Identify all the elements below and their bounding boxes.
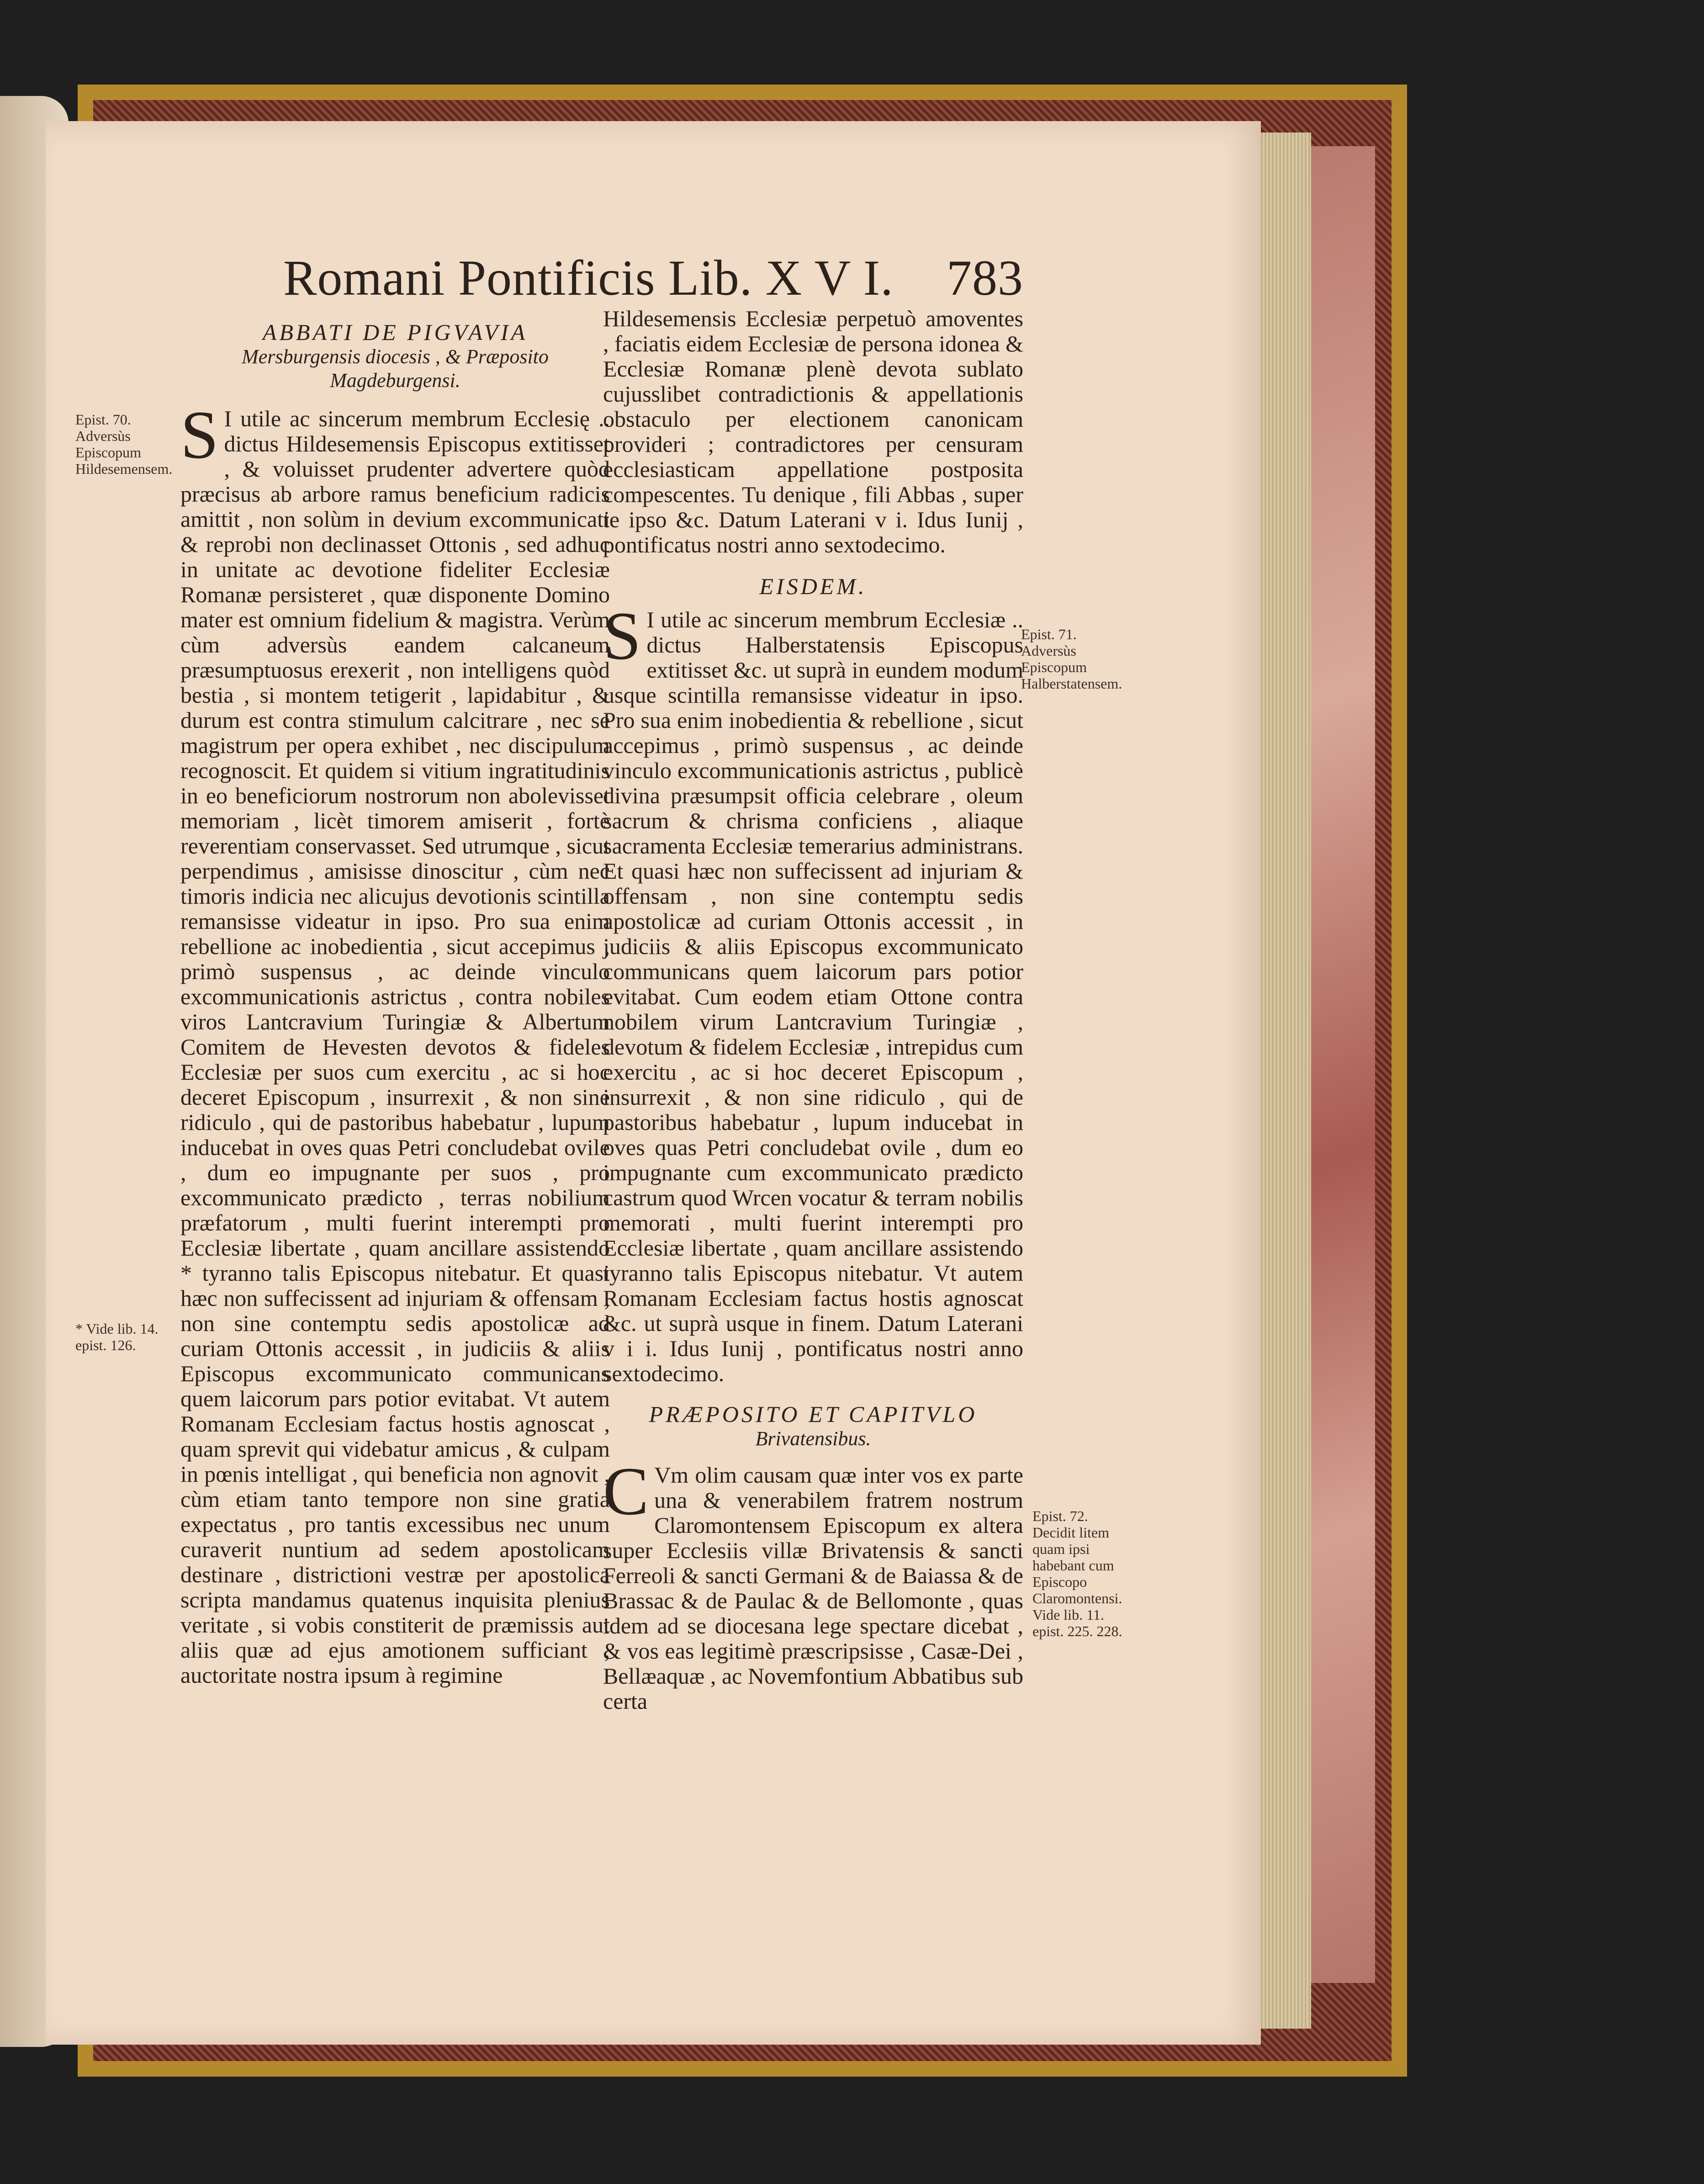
marbled-endpaper [1311,146,1375,1983]
letter-subheading: Mersburgensis diocesis , & Præposito [242,345,549,368]
letter-subheading-3: Brivatensibus. [755,1427,871,1450]
letter-continuation: Hildesemensis Ecclesiæ perpetuò amoventes , faciatis eidem Ecclesiæ de persona idonea & Ecclesiæ Romanæ plenè devota sublato cujusslibet contradictionis & appellationis obstaculo per electionem canonicam provideri ; contradictores per censuram ecclesiasticam appellatione postposita compescentes. Tu denique , fili Abbas , super te ipso &c. Datum Laterani v i. Idus Iunij , pontificatus nostri anno sextodecimo. [603,306,1023,557]
drop-cap: S [180,397,219,473]
letter-subheading-2: Magdeburgensi. [330,369,460,392]
page-number: 783 [947,250,1023,306]
letter-heading-3: PRÆPOSITO ET CAPITVLO [649,1401,978,1427]
letter-body-2: I utile ac sincerum membrum Ecclesiæ .. dictus Halberstatensis Episcopus extitisset &c. ut suprà in eundem modum usque scintilla remansisse videatur in ipso. Pro sua enim inobedientia & rebellione , sicut accepimus , primò suspensus , ac deinde vinculo excommunicationis astrictus , publicè divina præsumpsit officia celebrare , oleum sacrum & chrisma conficiens , aliaque sacramenta Ecclesiæ temerarius administrans. Et quasi hæc non suffecissent ad injuriam & offensam , non sine contemptu sedis apostolicæ ad curiam Ottonis accessit , in judiciis & aliis Episcopus excommunicato communicans quem laicorum pars potior evitabat. Cum eodem etiam Ottone contra nobilem virum Lantcravium Turingiæ , devotum & fidelem Ecclesiæ , intrepidus cum exercitu , ac si hoc deceret Episcopum , insurrexit , & non sine ridiculo , qui de pastoribus habebatur , lupum inducebat in oves quas Petri concludebat ovile , dum eo impugnante cum excommunicato prædicto castrum quod Wrcen vocatur & terram nobilis memorati , multi fuerint interempti pro Ecclesiæ libertate , quam ancillare assistendo tyranno talis Episcopus nitebatur. Vt autem Romanam Ecclesiam factus hostis agnoscat &c. ut suprà usque in finem. Datum Laterani v i i. Idus Iunij , pontificatus nostri anno sextodecimo. [603,607,1023,1386]
margin-note-epist-70: Epist. 70. Adversùs Episcopum Hildesemensem. [75,411,173,477]
margin-note-epist-71: Epist. 71. Adversùs Episcopum Halberstatensem. [1021,626,1122,692]
margin-note-epist-72: Epist. 72. Decidit litem quam ipsi habebant cum Episcopo Claromontensi. Vide lib. 11. epist. 225. 228. [1032,1508,1122,1639]
letter-heading: ABBATI DE PIGVAVIA [262,319,528,345]
left-column [180,320,610,1688]
letter-body: I utile ac sincerum membrum Ecclesię .. dictus Hildesemensis Episcopus extitisset , & voluisset prudenter advertere quòd præcisus ab arbore ramus beneficium radicis amittit , non solùm in devium excommunicati & reprobi non declinasset Ottonis , sed adhuc in unitate ac devotione fideliter Ecclesiæ Romanæ persisteret , quæ disponente Domino mater est omnium fidelium & magistra. Verùm cùm adversùs eandem calcaneum præsumptuosus erexerit , non intelligens quòd bestia , si montem tetigerit , lapidabitur , & durum est contra stimulum calcitrare , nec se magistrum per opera exhibet , nec discipulum recognoscit. Et quidem si vitium ingratitudinis in eo beneficiorum nostrorum non abolevisset memoriam , licèt timorem amiserit , fortè reverentiam conservasset. Sed utrumque , sicut perpendimus , amisisse dinoscitur , cùm nec timoris indicia nec alicujus devotionis scintilla remansisse videatur in ipso. Pro sua enim rebellione ac inobedientia , sicut accepimus , primò suspensus , ac deinde vinculo excommunicationis astrictus , contra nobiles viros Lantcravium Turingiæ & Albertum Comitem de Hevesten devotos & fideles Ecclesiæ per suos cum exercitu , ac si hoc deceret Episcopum , insurrexit , & non sine ridiculo , qui de pastoribus habebatur , lupum inducebat in oves quas Petri concludebat ovile , dum eo impugnante per suos , pro excommunicato prædicto , terras nobilium præfatorum , multi fuerint interempti pro Ecclesiæ libertate , quam ancillare assistendo * tyranno talis Episcopus nitebatur. Et quasi hæc non suffecissent ad injuriam & offensam , non sine contemptu sedis apostolicæ ad curiam Ottonis accessit , in judiciis & aliis Episcopus excommunicato communicans quem laicorum pars potior evitabat. Vt autem Romanam Ecclesiam factus hostis agnoscat , quam sprevit qui videbatur amicus , & culpam in pœnis intelligat , qui beneficia non agnovit , cùm etiam tanto tempore non sine gratia expectatus , pro tantis excessibus nec unum curaverit nuntium ad sedem apostolicam destinare , districtioni vestræ per apostolica scripta mandamus quatenus inquisita plenius veritate , si vobis constiterit de præmissis aut aliis quæ ad ejus amotionem sufficiant , auctoritate nostra ipsum à regimine [180,406,610,1688]
letter-body-3: Vm olim causam quæ inter vos ex parte una & venerabilem fratrem nostrum Claromontensem Episcopum ex altera super Ecclesiis villæ Brivatensis & sancti Ferreoli & sancti Germani & de Baiassa & de Brassac & de Paulac & de Bellomonte , quas idem ad se diocesana lege spectare dicebat , & vos eas legitimè præscripsisse , Casæ-Dei , Bellæaquæ , ac Novemfontium Abbatibus sub certa [603,1462,1023,1714]
page-title: Romani Pontificis Lib. X V I. [283,250,894,306]
margin-note-vide: * Vide lib. 14. epist. 126. [75,1320,159,1353]
running-header [283,249,1023,313]
drop-cap-3: C [603,1453,649,1529]
right-column [603,306,1023,1714]
letter-heading-2: EISDEM. [759,573,867,599]
drop-cap-2: S [603,598,641,674]
